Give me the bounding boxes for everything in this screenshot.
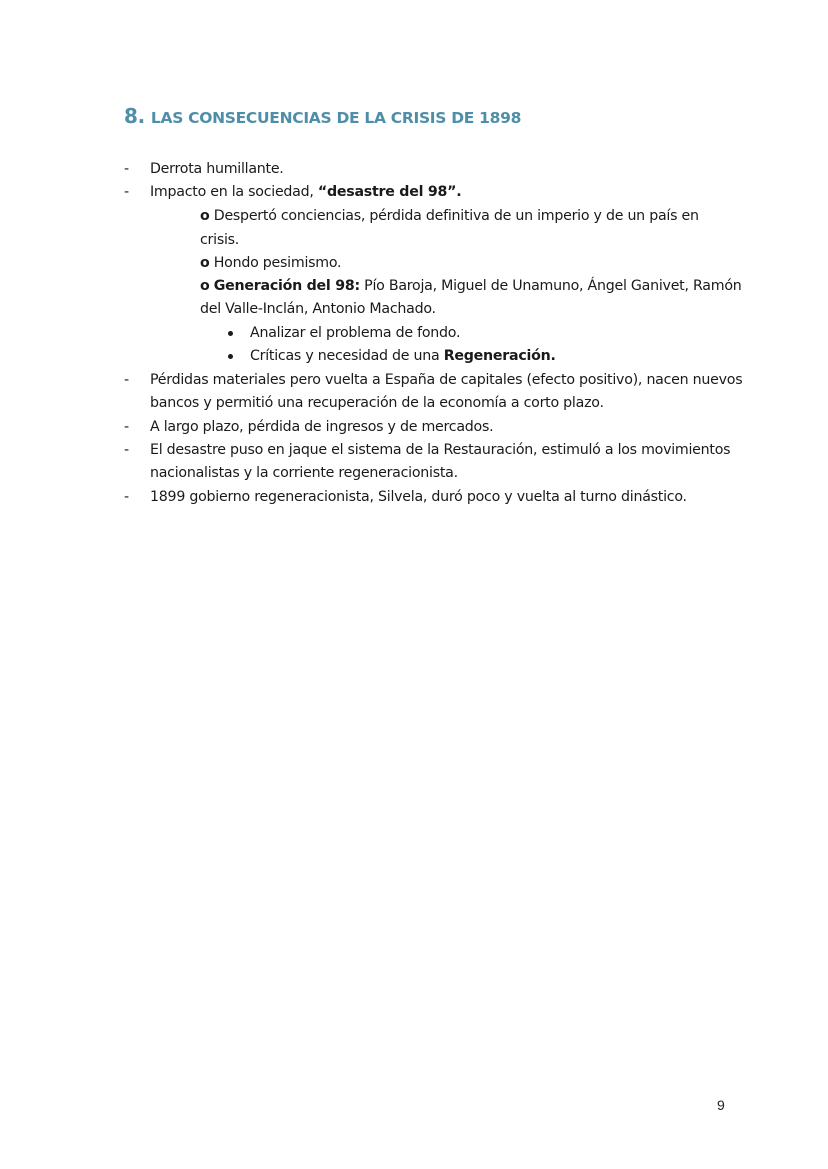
sub-list-item-continuation: del Valle-Inclán, Antonio Machado. <box>200 301 436 317</box>
section-title: LAS CONSECUENCIAS DE LA CRISIS DE 1898 <box>150 109 522 127</box>
bold-term: Regeneración. <box>443 348 556 364</box>
sub-list-item: o Hondo pesimismo. <box>200 255 342 271</box>
bullet-item: Analizar el problema de fondo. <box>250 325 461 341</box>
section-number: 8. <box>124 104 145 128</box>
sub-list-item: o Generación del 98: Pío Baroja, Miguel de Unamuno, Ángel Ganivet, Ramón <box>200 278 742 294</box>
bold-term: “desastre del 98”. <box>317 184 462 200</box>
list-marker: - <box>124 161 130 177</box>
sub-list-item-continuation: crisis. <box>200 232 240 248</box>
list-marker: - <box>124 184 130 200</box>
list-marker: - <box>124 372 130 388</box>
sub-marker: o <box>200 255 210 271</box>
list-item: Pérdidas materiales pero vuelta a España de capitales (efecto positivo), nacen nuevos <box>150 372 743 388</box>
list-marker: - <box>124 489 130 505</box>
sub-marker: o <box>200 208 210 224</box>
section-heading <box>124 104 521 128</box>
bullet-icon <box>228 331 233 336</box>
page-number: 9 <box>717 1097 725 1113</box>
bold-term: Generación del 98: <box>213 278 360 294</box>
list-marker: - <box>124 442 130 458</box>
list-item-continuation: nacionalistas y la corriente regeneracionista. <box>150 465 458 481</box>
list-item: El desastre puso en jaque el sistema de la Restauración, estimuló a los movimientos <box>150 442 731 458</box>
sub-list-item: o Despertó conciencias, pérdida definitiva de un imperio y de un país en <box>200 208 699 224</box>
bullet-icon <box>228 354 233 359</box>
list-marker: - <box>124 419 130 435</box>
sub-marker: o <box>200 278 210 294</box>
list-item: Impacto en la sociedad, “desastre del 98”. <box>150 184 462 200</box>
bullet-item: Críticas y necesidad de una Regeneración. <box>250 348 556 364</box>
list-item: A largo plazo, pérdida de ingresos y de mercados. <box>150 419 494 435</box>
list-item: Derrota humillante. <box>150 161 284 177</box>
list-item: 1899 gobierno regeneracionista, Silvela, duró poco y vuelta al turno dinástico. <box>150 489 687 505</box>
list-item-continuation: bancos y permitió una recuperación de la economía a corto plazo. <box>150 395 604 411</box>
